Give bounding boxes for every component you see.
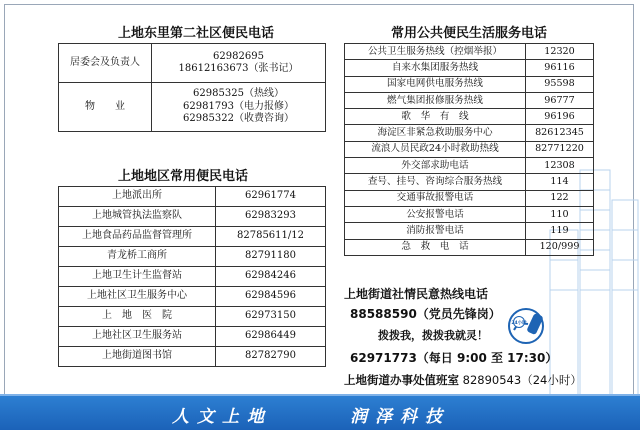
phone-number: 110 [526,206,594,222]
service-name: 急 救 电 话 [345,239,526,255]
area-phone-table [58,186,326,367]
table-row [59,247,326,267]
phone-number: 62973150 [216,307,326,327]
table-row [59,44,326,83]
phone-number: 95598 [526,76,594,92]
hotline-line [350,305,501,322]
phone-number: 120/999 [526,239,594,255]
service-name: 上 地 医 院 [59,307,216,327]
phone-number: 62961774 [216,187,326,207]
icon-badge-text: 24小时 [511,321,527,326]
community-phone-table [58,43,326,132]
table-row [345,44,594,60]
phone-number: 62985322（收费咨询） [183,113,294,125]
slogan-text: 拨拨我，拨拨我就灵！ [378,329,488,342]
service-name: 上地派出所 [59,187,216,207]
title-community-phones: 上地东里第二社区便民电话 [118,26,275,41]
phone-number: 12320 [526,44,594,60]
table-row [345,109,594,125]
phone-number: 82785611/12 [216,227,326,247]
phone-number: 82612345 [526,125,594,141]
table-row [59,347,326,367]
service-name: 消防报警电话 [345,223,526,239]
phone-number: 62985325（热线） [193,88,284,100]
banner-right-text: 润泽科技 [350,407,450,427]
table-row [59,83,326,132]
service-name: 上地城管执法监察队 [59,207,216,227]
phone-number: 18612163673（张书记） [178,63,299,74]
service-name: 公共卫生服务热线（控烟举报） [345,44,526,60]
phone2-note: （每日 9:00 至 17:30） [416,351,558,365]
phone-number: 62986449 [216,327,326,347]
table-row [59,267,326,287]
footer-banner [0,396,640,430]
phone-24h-icon [506,306,546,346]
phone-number: 82771220 [526,141,594,157]
duty-line [344,372,582,388]
hotline-title: 上地街道社情民意热线电话 [344,287,489,301]
phone-number: 62983293 [216,207,326,227]
table-row [59,327,326,347]
phone-number: 119 [526,223,594,239]
table-row [345,92,594,108]
phone-number: 82782790 [216,347,326,367]
hotline-note: （党员先锋岗） [416,307,501,321]
service-name: 公安报警电话 [345,206,526,222]
row-numbers [152,83,326,132]
service-name: 上地社区卫生服务中心 [59,287,216,307]
phone-number: 62982695 [213,50,264,62]
table-row [345,76,594,92]
phone-number: 96196 [526,109,594,125]
service-name: 自来水集团服务热线 [345,60,526,76]
phone-number: 62984246 [216,267,326,287]
service-name: 流浪人员民政24小时救助热线 [345,141,526,157]
phone2-line [350,349,557,366]
duty-number: 82890543（24小时） [462,373,582,387]
phone-number: 96777 [526,92,594,108]
service-name: 燃气集团报修服务热线 [345,92,526,108]
phone-number: 82791180 [216,247,326,267]
table-row [59,227,326,247]
table-row [345,60,594,76]
phone-number: 122 [526,190,594,206]
title-area-phones: 上地地区常用便民电话 [118,169,249,184]
service-name: 上地社区卫生服务站 [59,327,216,347]
phone2-number: 62971773 [350,351,417,365]
table-row [345,158,594,174]
public-service-table [344,43,594,256]
table-row [59,187,326,207]
service-name: 上地卫生计生监督站 [59,267,216,287]
row-label: 居委会及负责人 [59,44,152,83]
duty-label: 上地街道办事处值班室 [344,373,459,387]
service-name: 海淀区非紧急救助服务中心 [345,125,526,141]
service-name: 外交部求助电话 [345,158,526,174]
banner-left-text: 人文上地 [172,407,272,427]
table-row [59,287,326,307]
table-row [59,207,326,227]
phone-number: 62984596 [216,287,326,307]
row-numbers [152,44,326,83]
phone-number: 96116 [526,60,594,76]
table-row [345,223,594,239]
service-name: 青龙桥工商所 [59,247,216,267]
phone-number: 114 [526,174,594,190]
table-row [345,125,594,141]
table-row [345,206,594,222]
table-row [345,190,594,206]
phone-number: 62981793（电力报修） [183,100,294,112]
row-label: 物 业 [59,83,152,132]
service-name: 查号、挂号、咨询综合服务热线 [345,174,526,190]
table-row [345,174,594,190]
hotline-number: 88588590 [350,307,417,321]
service-name: 上地街道图书馆 [59,347,216,367]
service-name: 歌 华 有 线 [345,109,526,125]
service-name: 交通事故报警电话 [345,190,526,206]
table-row [59,307,326,327]
title-public-services: 常用公共便民生活服务电话 [391,26,548,41]
service-name: 上地食品药品监督管理所 [59,227,216,247]
service-name: 国家电网供电服务热线 [345,76,526,92]
phone-number: 12308 [526,158,594,174]
table-row [345,141,594,157]
table-row [345,239,594,255]
